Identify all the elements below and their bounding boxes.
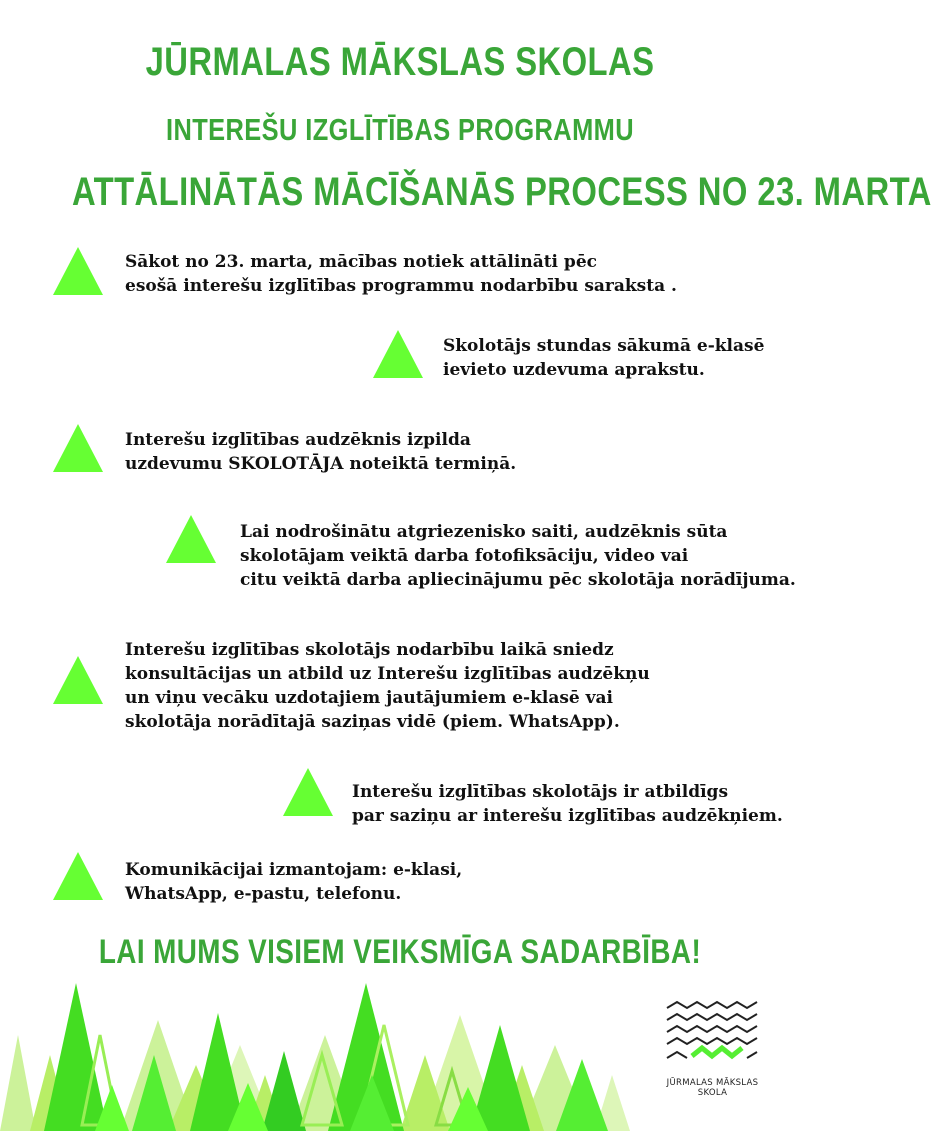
- title-school: JŪRMALAS MĀKSLAS SKOLAS: [145, 40, 655, 84]
- footer-slogan: LAI MUMS VISIEM VEIKSMĪGA SADARBĪBA!: [98, 933, 702, 971]
- item-text: Interešu izglītības skolotājs nodarbību laikā sniedz konsultācijas un atbild uz Interešu izglītības audzēkņu un viņu vecāku uzdotajiem jautājumiem e-klasē vai skolotāja norādītajā saziņas vidē (piem. WhatsApp).: [125, 640, 650, 732]
- triangle-icon: [283, 768, 333, 816]
- item-text: Sākot no 23. marta, mācības notiek attālināti pēc esošā interešu izglītības programmu nodarbību saraksta .: [125, 252, 677, 296]
- zigzag-logo-icon: [662, 1000, 762, 1070]
- triangle-icon: [53, 656, 103, 704]
- forest-decoration: [0, 975, 640, 1131]
- item-text: Interešu izglītības skolotājs ir atbildīgs par saziņu ar interešu izglītības audzēkņiem.: [352, 782, 783, 826]
- title-process: ATTĀLINĀTĀS MĀCĪŠANĀS PROCESS NO 23. MARTA: [72, 170, 932, 214]
- item-text: Komunikācijai izmantojam: e-klasi, WhatsApp, e-pastu, telefonu.: [125, 860, 463, 904]
- triangle-icon: [53, 852, 103, 900]
- triangle-icon: [53, 424, 103, 472]
- triangle-icon: [53, 247, 103, 295]
- triangle-icon: [166, 515, 216, 563]
- title-program: INTEREŠU IZGLĪTĪBAS PROGRAMMU: [165, 112, 635, 147]
- item-text: Skolotājs stundas sākumā e-klasē ievieto uzdevuma aprakstu.: [443, 336, 765, 380]
- triangle-icon: [373, 330, 423, 378]
- logo-text: JŪRMALAS MĀKSLAS SKOLA: [666, 1078, 759, 1098]
- item-text: Lai nodrošinātu atgriezenisko saiti, audzēknis sūta skolotājam veiktā darba fotofiksāciju, video vai citu veiktā darba apliecinājumu pēc skolotāja norādījuma.: [240, 522, 796, 590]
- item-text: Interešu izglītības audzēknis izpilda uzdevumu SKOLOTĀJA noteiktā termiņā.: [125, 430, 517, 474]
